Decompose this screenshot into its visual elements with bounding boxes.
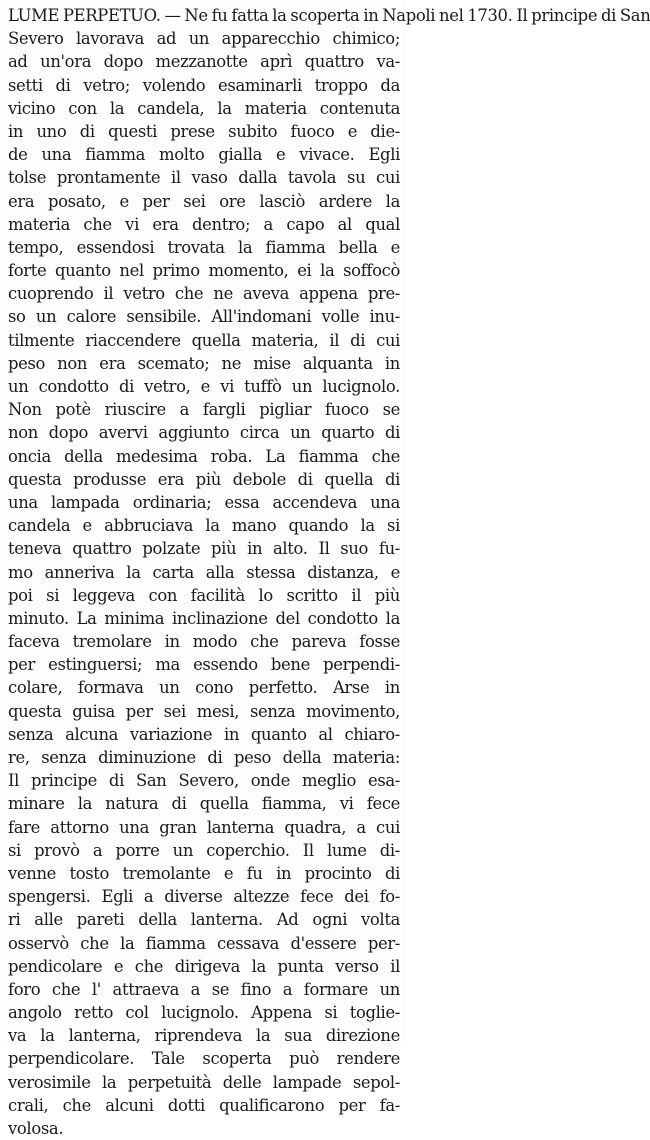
text-line: minuto. La minima inclinazione del condotto la (8, 608, 400, 628)
text-line: ri alle pareti della lanterna. Ad ogni volta (8, 910, 400, 930)
text-line: poi si leggeva con facilità lo scritto il più (8, 585, 400, 605)
text-line-last: volosa. (8, 1119, 64, 1138)
text-line: venne tosto tremolante e fu in procinto di (8, 863, 400, 883)
text-line: questa guisa per sei mesi, senza movimento, (8, 701, 400, 721)
text-line-title: LUME PERPETUO. — Ne fu fatta la scoperta in Napoli nel 1730. Il principe di San (8, 6, 650, 25)
text-line: crali, che alcuni dotti qualificarono per fa- (8, 1095, 400, 1115)
text-line: faceva tremolare in modo che pareva fosse (8, 632, 400, 652)
text-line: un condotto di vetro, e vi tuffò un lucignolo. (8, 377, 400, 396)
text-line: oncia della medesima roba. La fiamma che (8, 446, 400, 466)
text-line: in uno di questi prese subito fuoco e die- (8, 121, 400, 141)
text-line: si provò a porre un coperchio. Il lume di- (8, 840, 400, 860)
text-line: materia che vi era dentro; a capo al qual (8, 214, 400, 234)
text-line: forte quanto nel primo momento, ei la soffocò (8, 261, 400, 281)
text-line: foro che l' attraeva a se fino a formare un (8, 979, 400, 999)
text-line: Severo lavorava ad un apparecchio chimico; (8, 29, 400, 49)
text-line: per estinguersi; ma essendo bene perpendi- (8, 655, 400, 675)
article-text-column (8, 4, 650, 1140)
text-line: questa produsse era più debole di quella di (8, 469, 400, 489)
text-line: Non potè riuscire a fargli pigliar fuoco se (8, 400, 400, 420)
text-line: va la lanterna, riprendeva la sua direzione (8, 1026, 400, 1046)
text-line: angolo retto col lucignolo. Appena si toglie- (8, 1003, 400, 1023)
text-line: spengersi. Egli a diverse altezze fece dei fo- (8, 887, 400, 907)
text-line: non dopo avervi aggiunto circa un quarto di (8, 423, 400, 443)
text-line: minare la natura di quella fiamma, vi fece (8, 794, 400, 814)
text-line: era posato, e per sei ore lasciò ardere la (8, 191, 400, 211)
text-line: una lampada ordinaria; essa accendeva una (8, 492, 400, 512)
text-line: mo anneriva la carta alla stessa distanza, e (8, 562, 400, 582)
text-line: setti di vetro; volendo esaminarli troppo da (8, 75, 400, 95)
text-line: peso non era scemato; ne mise alquanta in (8, 353, 400, 373)
text-line: vicino con la candela, la materia contenuta (8, 98, 400, 118)
text-line: pendicolare e che dirigeva la punta verso il (8, 956, 400, 976)
text-line: perpendicolare. Tale scoperta può rendere (8, 1049, 400, 1069)
text-line: tolse prontamente il vaso dalla tavola su cui (8, 168, 400, 188)
text-line: colare, formava un cono perfetto. Arse in (8, 678, 400, 698)
text-line: senza alcuna variazione in quanto al chiaro- (8, 724, 400, 744)
text-line: so un calore sensibile. All'indomani volle inu- (8, 307, 400, 327)
text-line: candela e abbruciava la mano quando la si (8, 516, 400, 536)
text-line: Il principe di San Severo, onde meglio esa- (8, 771, 400, 791)
text-line: tempo, essendosi trovata la fiamma bella e (8, 237, 400, 257)
text-line: fare attorno una gran lanterna quadra, a cui (8, 817, 400, 837)
text-line: cuoprendo il vetro che ne aveva appena pre- (8, 284, 400, 304)
text-line: teneva quattro polzate più in alto. Il suo fu- (8, 539, 400, 559)
text-line: verosimile la perpetuità delle lampade sepol- (8, 1072, 400, 1092)
text-line: de una fiamma molto gialla e vivace. Egli (8, 145, 400, 165)
text-line: re, senza diminuzione di peso della materia: (8, 748, 400, 767)
text-line: osservò che la fiamma cessava d'essere per- (8, 933, 400, 953)
text-line: ad un'ora dopo mezzanotte aprì quattro va- (8, 52, 400, 72)
text-line: tilmente riaccendere quella materia, il di cui (8, 330, 400, 350)
